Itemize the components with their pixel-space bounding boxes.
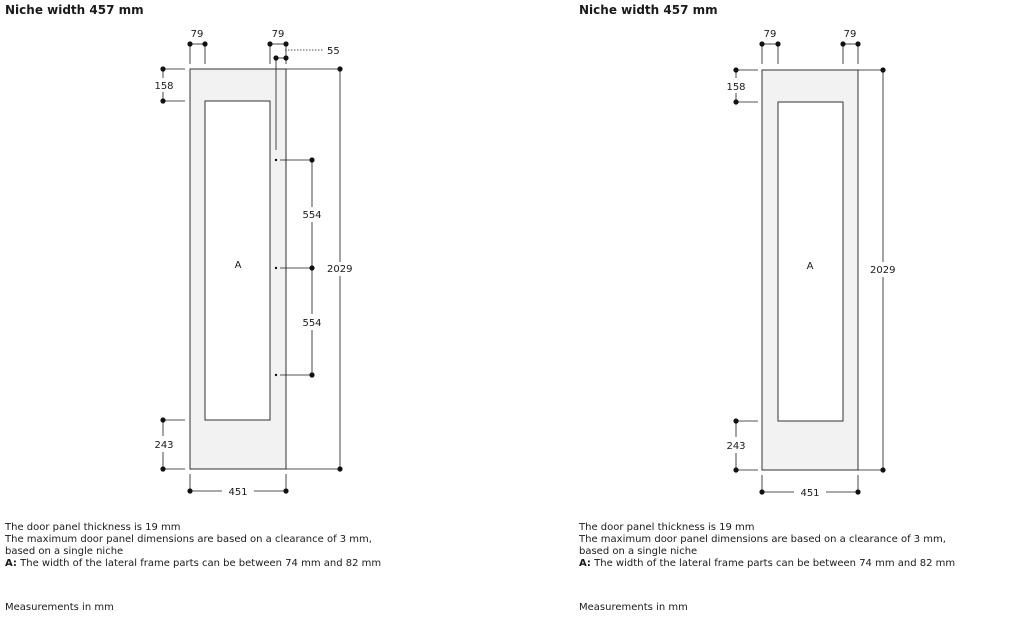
- note-a: [5, 558, 381, 570]
- dim-width: 451: [800, 488, 820, 499]
- note-a-label: A:: [5, 558, 17, 569]
- note-a-text: The width of the lateral frame parts can be between 74 mm and 82 mm: [20, 558, 382, 569]
- dim-bottom: 243: [726, 441, 746, 452]
- measurement-unit: Measurements in mm: [5, 602, 114, 613]
- door-panel-drawing: [574, 0, 1024, 520]
- dim-bottom: 243: [154, 440, 174, 451]
- dim-frame-right: 79: [271, 29, 285, 40]
- diagram-title: Niche width 457 mm: [579, 3, 718, 17]
- panel-label-a: A: [234, 260, 242, 271]
- note-clearance: The maximum door panel dimensions are based on a clearance of 3 mm,: [579, 534, 946, 545]
- note-a-text: The width of the lateral frame parts can be between 74 mm and 82 mm: [594, 558, 956, 569]
- note-a: [579, 558, 955, 570]
- dim-height: 2029: [870, 265, 896, 276]
- diagram-title: Niche width 457 mm: [5, 3, 144, 17]
- measurement-unit: Measurements in mm: [579, 602, 688, 613]
- note-clearance: The maximum door panel dimensions are based on a clearance of 3 mm,: [5, 534, 372, 545]
- note-thickness: The door panel thickness is 19 mm: [579, 522, 755, 533]
- note-niche: based on a single niche: [5, 546, 124, 557]
- dim-width: 451: [228, 487, 248, 498]
- dim-frame-left: 79: [763, 29, 777, 40]
- note-thickness: The door panel thickness is 19 mm: [5, 522, 181, 533]
- door-panel-drawing: [0, 0, 512, 520]
- note-niche: based on a single niche: [579, 546, 698, 557]
- dim-frame-left: 79: [190, 29, 204, 40]
- note-a-label: A:: [579, 558, 591, 569]
- dim-height: 2029: [327, 264, 353, 275]
- dim-frame-right: 79: [843, 29, 857, 40]
- notes: [579, 522, 955, 570]
- dim-hinge-spacing-upper: 554: [302, 210, 322, 221]
- dim-top: 158: [154, 81, 174, 92]
- diagram-right: [574, 0, 1024, 637]
- dim-hinge-offset: 55: [327, 46, 340, 57]
- dim-top: 158: [726, 82, 746, 93]
- notes: [5, 522, 381, 570]
- dim-hinge-spacing-lower: 554: [302, 318, 322, 329]
- panel-label-a: A: [806, 261, 814, 272]
